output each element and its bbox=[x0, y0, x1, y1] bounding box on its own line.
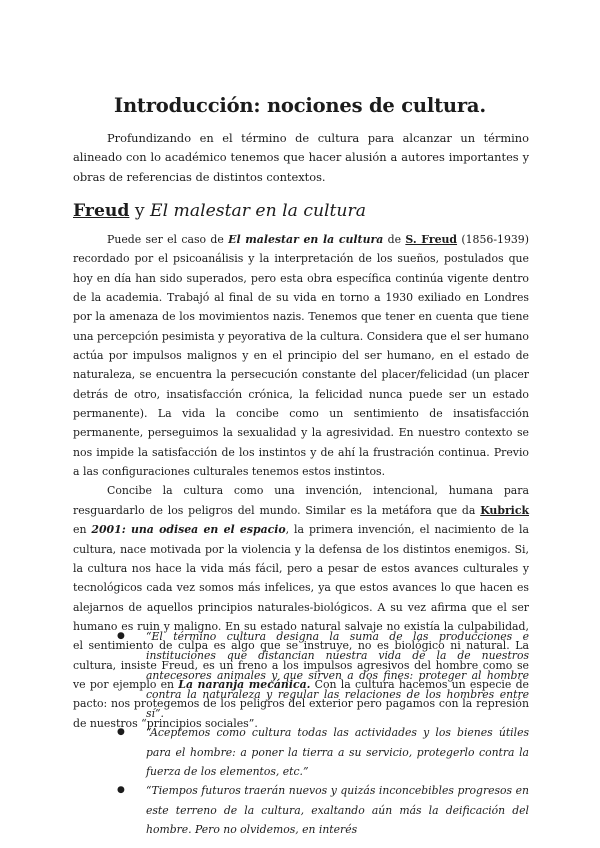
list-item bbox=[117, 627, 529, 723]
text-run: , la primera invención, el nacimiento de la cultura, nace motivada por la violencia y la defensa de los distintos enemigos. Si, la cultura nos hace la vida más fácil, pero a pesar de estos avances culturales y tecnológicos cada vez somos más infelices, ya que estos avances lo que hacen es alejarnos de aquellos principios naturales-biológicos. A su vez afirma que el ser humano es ruin y maligno. En su estado natural salvaje no existía la culpabilidad, el sentimiento de culpa es algo que se instruye, no es biológico ni natural. La cultura, insiste Freud, es un freno a los impulsos agresivos del hombre como se ve por ejemplo en bbox=[73, 523, 530, 691]
bullet-icon: ● bbox=[117, 631, 125, 641]
text-run: Concibe la cultura como una invención, intencional, humana para resguardarlo de los peligros del mundo. Similar es la metáfora que da bbox=[73, 484, 529, 517]
paragraph-freud bbox=[73, 230, 529, 481]
work-title: El malestar en la cultura bbox=[228, 233, 384, 246]
text-run: de bbox=[383, 233, 406, 246]
page-title: Introducción: nociones de cultura. bbox=[114, 94, 486, 117]
section-heading-author: Freud bbox=[73, 201, 130, 221]
intro-paragraph: Profundizando en el término de cultura para alcanzar un término alineado con lo académico tenemos que hacer alusión a autores importantes y obras de referencias de distintos contextos. bbox=[73, 131, 529, 184]
director-name: Kubrick bbox=[480, 503, 529, 517]
text-run: (1856-1939) recordado por el psicoanálisis y la interpretación de los sueños, postulados que hoy en día han sido superados, pero esta obra específica continúa vigente dentro de la academia. Trabajó al final de su vida en torno a 1930 exiliado en Londres por la amenaza de los movimientos nazis. Tenemos que tener en cuenta que tiene una percepción pesimista y peyorativa de la cultura. Considera que el ser humano actúa por impulsos malignos y en el principio del ser humano, en el estado de naturaleza, se encuentra la persecución constante del placer/felicidad (un placer detrás de otro, insatisfacción crónica, la felicidad nunca puede ser un estado permanente). La vida la concibe como un sentimiento de insatisfacción permanente, perseguimos la sexualidad y la agresividad. En nuestro contexto se nos impide la satisfacción de los instintos y de ahí la frustración continua. Previo a las configuraciones culturales tenemos estos instintos. bbox=[73, 233, 529, 479]
quote-text: “Tiempos futuros traerán nuevos y quizás inconcebibles progresos en este terreno de la cultura, exaltando aún más la deificación del hombre. Pero no olvidemos, en interés bbox=[146, 784, 529, 836]
text-run: Con la cultura hacemos un especie de pacto: nos protegemos de los peligros del exterior pero pagamos con la represión de nuestros “principios sociales”. bbox=[73, 677, 529, 730]
text-run: en bbox=[73, 523, 92, 537]
section-heading-connector: y bbox=[129, 201, 151, 221]
quote-list bbox=[117, 627, 529, 839]
section-heading-work: El malestar en la cultura bbox=[150, 201, 366, 221]
bullet-icon: ● bbox=[117, 785, 125, 796]
list-item bbox=[117, 781, 529, 839]
author-name: S. Freud bbox=[405, 233, 458, 246]
section-heading bbox=[73, 201, 366, 221]
film-title: 2001: una odisea en el espacio bbox=[91, 523, 286, 537]
film-title-2: La naranja mecánica. bbox=[178, 677, 311, 691]
quote-text: “Aceptemos como cultura todas las actividades y los bienes útiles para el hombre: a poner la tierra a su servicio, protegerlo contra la fuerza de los elementos, etc.” bbox=[146, 726, 529, 779]
list-item bbox=[117, 723, 529, 781]
quote-text: “El término cultura designa la suma de las producciones e instituciones que distancian nuestra vida de la de nuestros antecesores animales y que sirven a dos fines: proteger al hombre contra la naturaleza y regular las relaciones de los hombres entre sí”. bbox=[146, 630, 529, 721]
bullet-icon: ● bbox=[117, 727, 125, 738]
text-run: Puede ser el caso de bbox=[107, 233, 229, 246]
